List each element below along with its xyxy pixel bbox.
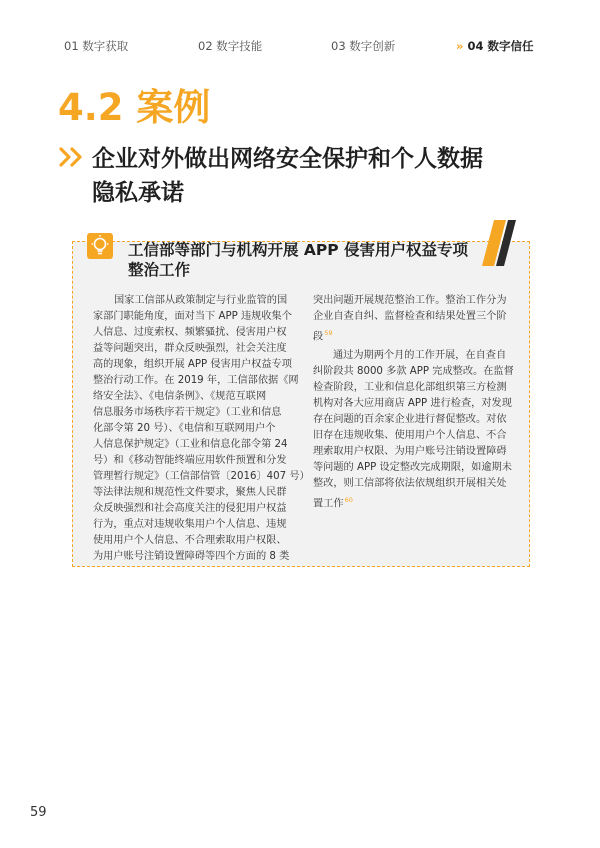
body-line: 旧存在违规收集、使用用户个人信息、不合 [313,430,507,441]
stripe-decoration-icon [478,218,518,268]
body-line: 通过为期两个月的工作开展，在自查自 [333,350,507,361]
body-line: 众反映强烈和社会高度关注的侵犯用户权益 [93,503,287,514]
section-title: 4.2 案例 [58,86,211,129]
body-line: 纠阶段共 8000 多款 APP 完成整改。在监督 [313,366,514,377]
body-line: 为用户账号注销设置障碍等四个方面的 8 类 [93,551,290,562]
body-line: 机构对各大应用商店 APP 进行检查，对发现 [313,398,512,409]
body-line: 高的现象，组织开展 APP 侵害用户权益专项 [93,359,292,370]
double-chevron-icon [58,145,86,169]
headline-line: 隐私承诺 [92,180,184,206]
body-line: 置工作$^{60}$ [313,496,353,510]
nav-item-digital-access[interactable]: 01 数字获取 [64,39,129,53]
body-line: 行为，重点对违规收集用户个人信息、违规 [93,519,287,530]
headline-line: 企业对外做出网络安全保护和个人数据 [92,146,483,172]
footnote-ref[interactable]: 59 [324,329,333,337]
body-line: 信息服务市场秩序若干规定》（工业和信息 [93,407,282,418]
body-line: 人信息保护规定》（工业和信息化部令第 24 [93,439,288,450]
lightbulb-icon [87,233,113,259]
nav-item-digital-trust[interactable] [456,38,533,54]
nav-item-digital-skills[interactable]: 02 数字技能 [198,39,263,53]
page-number: 59 [30,805,47,820]
body-line: 化部令第 20 号）、《电信和互联网用户个 [93,423,276,434]
body-line: 家部门职能角度，面对当下 APP 违规收集个 [93,311,292,322]
nav-item-digital-innovation[interactable]: 03 数字创新 [331,39,396,53]
body-line: 检查阶段，工业和信息化部组织第三方检测 [313,382,507,393]
body-line: 理索取用户权限、为用户账号注销设置障碍 [313,446,507,457]
chapter-nav [64,38,564,58]
body-line: 使用用户个人信息、不合理索取用户权限、 [93,535,287,546]
nav-item-digital-trust-label: 04 数字信任 [467,39,534,53]
card-title-line: 整治工作 [128,261,191,279]
body-line: 管理暂行规定》（工信部信管〔2016〕407 号） [93,471,310,482]
body-line: 国家工信部从政策制定与行业监管的国 [114,295,288,306]
double-chevron-icon: » [456,39,462,53]
body-line: 等问题的 APP 设定整改完成期限，如逾期未 [313,462,512,473]
body-line: 段$^{59}$ [313,329,333,343]
body-line: 益等问题突出，群众反映强烈，社会关注度 [93,343,287,354]
footnote-ref[interactable]: 60 [344,496,353,504]
body-line: 等法律法规和规范性文件要求，聚焦人民群 [93,487,287,498]
body-line: 存在问题的百余家企业进行督促整改。对依 [313,414,507,425]
body-line: 人信息、过度索权、频繁骚扰、侵害用户权 [93,327,287,338]
body-line: 企业自查自纠、监督检查和结果处置三个阶 [313,311,507,322]
body-line: 号）和《移动智能终端应用软件预置和分发 [93,455,287,466]
body-line: 整治行动工作。在 2019 年，工信部依据《网 [93,375,299,386]
body-line: 突出问题开展规范整治工作。整治工作分为 [313,295,507,306]
card-title-line: 工信部等部门与机构开展 APP 侵害用户权益专项 [128,241,469,259]
body-line: 整改，则工信部将依法依规组织开展相关处 [313,478,507,489]
body-line: 络安全法》、《电信条例》、《规范互联网 [93,391,267,402]
